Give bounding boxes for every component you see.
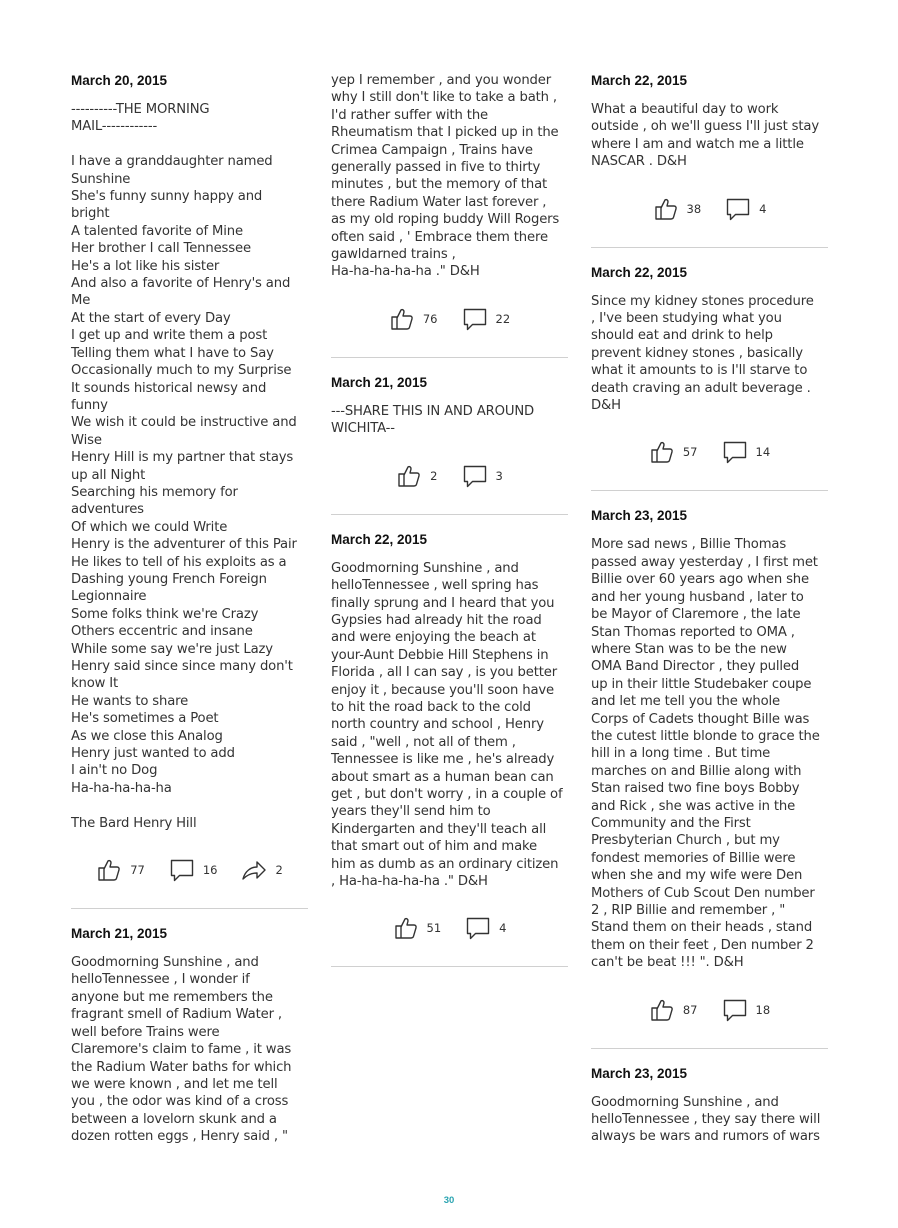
column-middle	[331, 62, 568, 983]
post-date: March 21, 2015	[331, 374, 428, 390]
thumbs-up-icon	[389, 306, 415, 332]
post-stats	[331, 912, 568, 944]
speech-bubble-icon	[465, 915, 491, 941]
like-count: 57	[682, 445, 698, 460]
post-stats	[591, 994, 828, 1026]
like-count: 2	[430, 468, 438, 483]
like-button[interactable]	[393, 915, 442, 941]
thumbs-up-icon	[393, 915, 419, 941]
comment-button[interactable]	[465, 915, 506, 941]
post-divider	[591, 1048, 828, 1049]
thumbs-up-icon	[396, 463, 422, 489]
post-text: What a beautiful day to work outside , oh we'll guess I'll just stay where I am and watch me a little NASCAR . D&H	[591, 102, 819, 170]
post-text: Goodmorning Sunshine , and helloTennessee , well spring has finally sprung and I heard that you Gypsies had already hit the road and were enjoying the beach at your-Aunt Debbie Hill Stephens in Florida , all I can say , is you better enjoy it , because you'll soon have to hit the road back to the cold north country and school , Henry said , "well , not all of them , Tennessee is like me , he's already about smart as a human bean can get , but don't worry , in a couple of years they'll send him to Kindergarten and they'll teach all that smart out of him and make him as dumb as an ordinary citizen , Ha-ha-ha-ha-ha ." D&H	[331, 560, 563, 889]
like-button[interactable]	[649, 997, 698, 1023]
post-divider	[331, 966, 568, 967]
post-text-continued: yep I remember , and you wonder why I still don't like to take a bath , I'd rather suffer with the Rheumatism that I picked up in the Crimea Campaign , Trains have generally passed in five to thirty minutes , but the memory of that there Radium Water last forever , as my old roping buddy Will Rogers often said , ' Embrace them there gawldarned trains , Ha-ha-ha-ha-ha ." D&H	[331, 73, 560, 280]
comment-button[interactable]	[722, 439, 771, 465]
thumbs-up-icon	[96, 857, 122, 883]
like-button[interactable]	[396, 463, 437, 489]
post-date: March 22, 2015	[591, 73, 688, 88]
post-divider	[331, 357, 568, 358]
post-text: ---SHARE THIS IN AND AROUND WICHITA--	[331, 403, 535, 437]
post-date: March 23, 2015	[591, 1065, 688, 1081]
speech-bubble-icon	[462, 463, 488, 489]
share-count: 2	[275, 863, 283, 878]
post-divider	[71, 908, 308, 909]
post-stats	[331, 303, 568, 335]
page-number: 30	[443, 1195, 455, 1206]
comment-count: 16	[202, 863, 218, 878]
speech-bubble-icon	[169, 857, 195, 883]
speech-bubble-icon	[722, 997, 748, 1023]
comment-button[interactable]	[725, 196, 766, 222]
post-date: March 22, 2015	[331, 531, 428, 547]
like-count: 77	[130, 863, 145, 878]
post-date: March 21, 2015	[71, 926, 168, 942]
share-button[interactable]	[241, 857, 282, 883]
comment-count: 14	[755, 445, 771, 460]
column-right	[591, 62, 828, 1146]
thumbs-up-icon	[649, 439, 675, 465]
like-count: 87	[682, 1002, 698, 1017]
share-arrow-icon	[241, 857, 267, 883]
speech-bubble-icon	[462, 306, 488, 332]
comment-count: 22	[495, 311, 511, 326]
post-divider	[591, 247, 828, 248]
post-text: Goodmorning Sunshine , and helloTennessee , I wonder if anyone but me remembers the fragrant smell of Radium Water , well before Trains were Claremore's claim to fame , it was the Radium Water baths for which we were known , and let me tell you , the odor was kind of a cross between a lovelorn skunk and a dozen rotten eggs , Henry said , "	[71, 955, 292, 1145]
thumbs-up-icon	[653, 196, 679, 222]
post-stats	[591, 436, 828, 468]
speech-bubble-icon	[725, 196, 751, 222]
like-button[interactable]	[649, 439, 698, 465]
comment-button[interactable]	[462, 306, 511, 332]
post-text: Since my kidney stones procedure , I've been studying what you should eat and drink to help prevent kidney stones , basically what it amounts to is I'll starve to death craving an adult beverage . D&H	[591, 293, 814, 414]
speech-bubble-icon	[722, 439, 748, 465]
like-count: 51	[426, 921, 442, 936]
comment-button[interactable]	[462, 463, 503, 489]
like-count: 38	[686, 201, 702, 216]
post-text: More sad news , Billie Thomas passed away yesterday , I first met Billie over 60 years ago when she and her young husband , later to be Mayor of Claremore , the late Stan Thomas reported to OMA , where Stan was to be the new OMA Band Director , they pulled up in their little Studebaker coupe and let me tell you the whole Corps of Cadets thought Bille was the cutest little blonde to grace the hill in a long time . But time marches on and Billie along with Stan raised two fine boys Bobby and Rick , she was active in the Community and the First Presbyterian Church , but my fondest memories of Billie were when she and my wife were Den Mothers of Cub Scout Den number 2 , RIP Billie and remember , " Stand them on their heads , stand them on their feet , Den number 2 can't be beat !!! ". D&H	[591, 537, 820, 971]
comment-button[interactable]	[169, 857, 218, 883]
comment-button[interactable]	[722, 997, 771, 1023]
comment-count: 4	[499, 921, 507, 936]
post-text: Goodmorning Sunshine , and helloTennessee , they say there will always be wars and rumors of wars	[591, 1094, 821, 1145]
post-stats	[331, 460, 568, 492]
post-date: March 23, 2015	[591, 508, 688, 524]
thumbs-up-icon	[649, 997, 675, 1023]
post-divider	[331, 514, 568, 515]
like-button[interactable]	[389, 306, 438, 332]
like-button[interactable]	[96, 857, 145, 883]
post-divider	[591, 490, 828, 491]
post-text: ----------THE MORNING MAIL------------ I have a granddaughter named Sunshine She's funny sunny happy and bright A talented favorite of Mine Her brother I call Tennessee He's a lot like his sister And also a favorite of Henry's and Me At the start of every Day I get up and write them a post Telling them what I have to Say Occasionally much to my Surprise It sounds historical newsy and funny We wish it could be instructive and Wise Henry Hill is my partner that stays up all Night Searching his memory for adventures Of which we could Write Henry is the adventurer of this Pair He likes to tell of his exploits as a Dashing young French Foreign Legionnaire Some folks think we're Crazy Others eccentric and insane While some say we're just Lazy Henry said since since many don't know It He wants to share He's sometimes a Poet As we close this Analog Henry just wanted to add I ain't no Dog Ha-ha-ha-ha-ha The Bard Henry Hill	[71, 102, 297, 831]
post-date: March 20, 2015	[71, 73, 168, 88]
comment-count: 18	[755, 1002, 771, 1017]
post-stats	[71, 854, 308, 886]
like-count: 76	[422, 311, 438, 326]
comment-count: 4	[759, 201, 767, 216]
post-date: March 22, 2015	[591, 264, 688, 280]
like-button[interactable]	[653, 196, 702, 222]
column-left	[71, 62, 308, 1146]
comment-count: 3	[495, 468, 503, 483]
post-stats	[591, 193, 828, 225]
